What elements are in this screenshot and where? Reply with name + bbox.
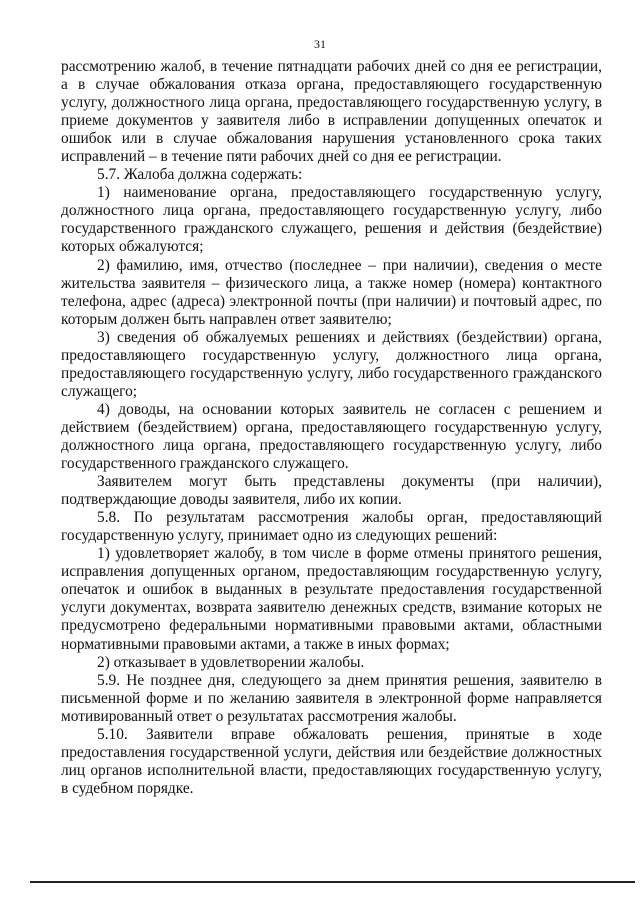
paragraph-5-7-item-4: 4) доводы, на основании которых заявитель не согласен с решением и действием (бездействием) органа, предоставляющего государственную услугу, должностного лица органа, предоставляющего государственную услугу, либо государственного гражданского служащего.	[61, 400, 602, 473]
bottom-divider	[30, 881, 635, 883]
paragraph-5-7-item-2: 2) фамилию, имя, отчество (последнее – при наличии), сведения о месте жительства заявителя – физического лица, а также номер (номера) контактного телефона, адрес (адреса) электронной почты (при наличии) и почтовый адрес, по которым должен быть направлен ответ заявителю;	[61, 256, 602, 328]
paragraph-5-8-item-2: 2) отказывает в удовлетворении жалобы.	[97, 653, 365, 671]
paragraph-continuation: рассмотрению жалоб, в течение пятнадцати рабочих дней со дня ее регистрации, а в случае обжалования отказа органа, предоставляющего государственную услугу, должностного лица органа, предоставляющего государственную услугу, в приеме документов у заявителя либо в исправлении допущенных опечаток и ошибок или в случае обжалования нарушения установленного срока таких исправлений – в течение пяти рабочих дней со дня ее регистрации.	[61, 58, 602, 166]
paragraph-documents-note: Заявителем могут быть представлены документы (при наличии), подтверждающие доводы заявителя, либо их копии.	[61, 473, 602, 509]
paragraph-5-7-item-1: 1) наименование органа, предоставляющего государственную услугу, должностного лица органа, предоставляющего государственную услугу, либо государственного гражданского служащего, решения и действия (бездействие) которых обжалуются;	[61, 184, 602, 256]
paragraph-5-9: 5.9. Не позднее дня, следующего за днем принятия решения, заявителю в письменной форме и по желанию заявителя в электронной форме направляется мотивированный ответ о результатах рассмотрения жалобы.	[61, 671, 602, 725]
paragraph-5-10: 5.10. Заявители вправе обжаловать решения, принятые в ходе предоставления государственной услуги, действия или бездействие должностных лиц органов исполнительной власти, предоставляющих государственную услугу, в судебном порядке.	[61, 725, 602, 797]
paragraph-5-8-item-1: 1) удовлетворяет жалобу, в том числе в форме отмены принятого решения, исправления допущенных органом, предоставляющим государственную услугу, опечаток и ошибок в выданных в результате предоставления государственной услуги документах, возврата заявителю денежных средств, взимание которых не предусмотрено федеральными нормативными правовыми актами, областными нормативными правовыми актами, а также в иных формах;	[61, 545, 602, 653]
paragraph-5-8-heading: 5.8. По результатам рассмотрения жалобы орган, предоставляющий государственную услугу, принимает одно из следующих решений:	[61, 509, 602, 545]
document-body	[61, 58, 602, 798]
page-number: 31	[314, 37, 326, 51]
paragraph-5-7-heading: 5.7. Жалоба должна содержать:	[97, 166, 303, 184]
paragraph-5-7-item-3: 3) сведения об обжалуемых решениях и действиях (бездействии) органа, предоставляющего государственную услугу, должностного лица органа, предоставляющего государственную услугу, либо государственного гражданского служащего;	[61, 328, 602, 400]
